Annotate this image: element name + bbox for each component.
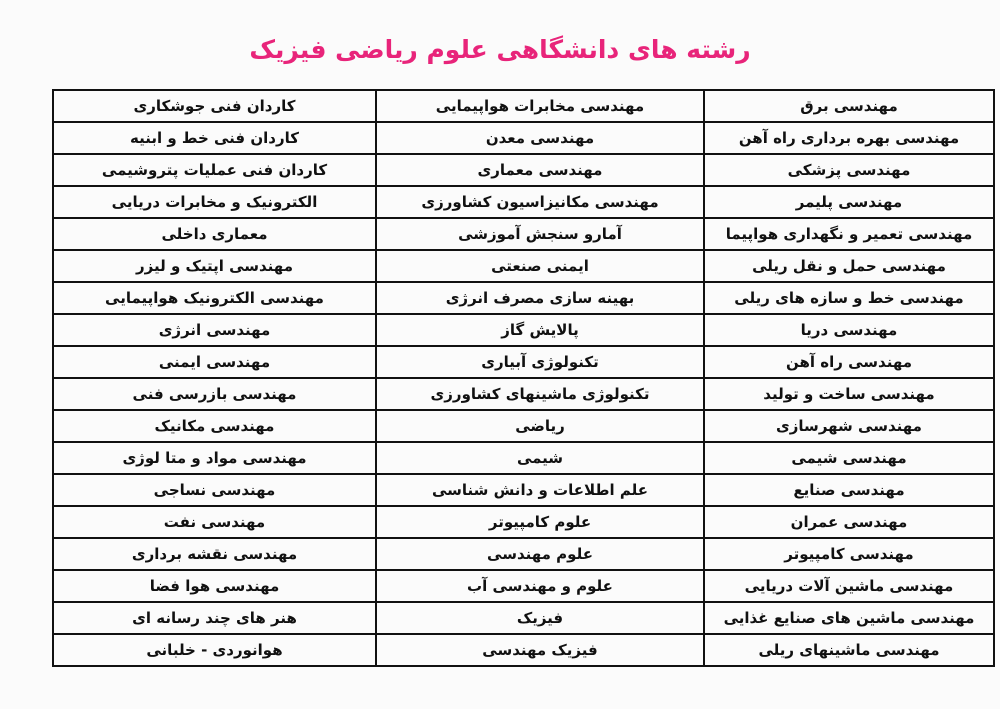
table-cell-major: علوم مهندسی bbox=[376, 538, 704, 570]
table-cell-major: مهندسی مکانیزاسیون کشاورزی bbox=[376, 186, 704, 218]
table-row bbox=[53, 250, 994, 282]
table-cell-major: فیزیک مهندسی bbox=[376, 634, 704, 666]
table-row bbox=[53, 122, 994, 154]
table-cell-major: مهندسی راه آهن bbox=[704, 346, 994, 378]
table-cell-major: مهندسی هوا فضا bbox=[53, 570, 376, 602]
table-cell-major: کاردان فنی خط و ابنیه bbox=[53, 122, 376, 154]
table-row bbox=[53, 442, 994, 474]
table-row bbox=[53, 602, 994, 634]
table-row bbox=[53, 90, 994, 122]
majors-table-container bbox=[52, 89, 975, 659]
table-cell-major: مهندسی مخابرات هواپیمایی bbox=[376, 90, 704, 122]
table-cell-major: مهندسی انرژی bbox=[53, 314, 376, 346]
table-cell-major: کاردان فنی عملیات پتروشیمی bbox=[53, 154, 376, 186]
table-cell-major: مهندسی خط و سازه های ریلی bbox=[704, 282, 994, 314]
table-cell-major: مهندسی دریا bbox=[704, 314, 994, 346]
table-row bbox=[53, 378, 994, 410]
table-cell-major: مهندسی نفت bbox=[53, 506, 376, 538]
table-cell-major: کاردان فنی جوشکاری bbox=[53, 90, 376, 122]
table-cell-major: مهندسی شیمی bbox=[704, 442, 994, 474]
table-cell-major: مهندسی شهرسازی bbox=[704, 410, 994, 442]
table-cell-major: مهندسی معماری bbox=[376, 154, 704, 186]
majors-table bbox=[52, 89, 995, 667]
table-cell-major: مهندسی پلیمر bbox=[704, 186, 994, 218]
table-cell-major: شیمی bbox=[376, 442, 704, 474]
table-cell-major: مهندسی کامپیوتر bbox=[704, 538, 994, 570]
table-cell-major: مهندسی اپتیک و لیزر bbox=[53, 250, 376, 282]
table-cell-major: مهندسی عمران bbox=[704, 506, 994, 538]
table-cell-major: پالایش گاز bbox=[376, 314, 704, 346]
table-row bbox=[53, 410, 994, 442]
table-cell-major: مهندسی ایمنی bbox=[53, 346, 376, 378]
table-row bbox=[53, 506, 994, 538]
table-row bbox=[53, 314, 994, 346]
table-row bbox=[53, 538, 994, 570]
table-cell-major: مهندسی مواد و متا لوژی bbox=[53, 442, 376, 474]
table-row bbox=[53, 218, 994, 250]
table-row bbox=[53, 154, 994, 186]
table-cell-major: مهندسی تعمیر و نگهداری هواپیما bbox=[704, 218, 994, 250]
page-title: رشته های دانشگاهی علوم ریاضی فیزیک bbox=[249, 35, 751, 64]
table-cell-major: مهندسی ماشین آلات دریایی bbox=[704, 570, 994, 602]
table-cell-major: مهندسی بهره برداری راه آهن bbox=[704, 122, 994, 154]
table-cell-major: مهندسی بازرسی فنی bbox=[53, 378, 376, 410]
table-cell-major: آمارو سنجش آموزشی bbox=[376, 218, 704, 250]
table-cell-major: فیزیک bbox=[376, 602, 704, 634]
table-cell-major: تکنولوژی ماشینهای کشاورزی bbox=[376, 378, 704, 410]
table-cell-major: مهندسی برق bbox=[704, 90, 994, 122]
table-cell-major: مهندسی الکترونیک هواپیمایی bbox=[53, 282, 376, 314]
table-cell-major: ایمنی صنعتی bbox=[376, 250, 704, 282]
table-cell-major: علم اطلاعات و دانش شناسی bbox=[376, 474, 704, 506]
table-cell-major: مهندسی نساجی bbox=[53, 474, 376, 506]
table-cell-major: بهینه سازی مصرف انرژی bbox=[376, 282, 704, 314]
table-cell-major: تکنولوژی آبیاری bbox=[376, 346, 704, 378]
table-cell-major: هوانوردی - خلبانی bbox=[53, 634, 376, 666]
table-row bbox=[53, 474, 994, 506]
table-cell-major: مهندسی پزشکی bbox=[704, 154, 994, 186]
table-row bbox=[53, 346, 994, 378]
table-cell-major: مهندسی حمل و نقل ریلی bbox=[704, 250, 994, 282]
table-cell-major: معماری داخلی bbox=[53, 218, 376, 250]
table-cell-major: ریاضی bbox=[376, 410, 704, 442]
table-cell-major: علوم کامپیوتر bbox=[376, 506, 704, 538]
table-row bbox=[53, 186, 994, 218]
table-cell-major: الکترونیک و مخابرات دریایی bbox=[53, 186, 376, 218]
table-cell-major: مهندسی ماشینهای ریلی bbox=[704, 634, 994, 666]
table-row bbox=[53, 282, 994, 314]
table-cell-major: مهندسی نقشه برداری bbox=[53, 538, 376, 570]
majors-table-body bbox=[53, 90, 994, 666]
table-row bbox=[53, 634, 994, 666]
table-cell-major: مهندسی ساخت و تولید bbox=[704, 378, 994, 410]
table-cell-major: مهندسی ماشین های صنایع غذایی bbox=[704, 602, 994, 634]
table-cell-major: هنر های چند رسانه ای bbox=[53, 602, 376, 634]
table-cell-major: مهندسی معدن bbox=[376, 122, 704, 154]
table-cell-major: علوم و مهندسی آب bbox=[376, 570, 704, 602]
table-row bbox=[53, 570, 994, 602]
table-cell-major: مهندسی صنایع bbox=[704, 474, 994, 506]
table-cell-major: مهندسی مکانیک bbox=[53, 410, 376, 442]
